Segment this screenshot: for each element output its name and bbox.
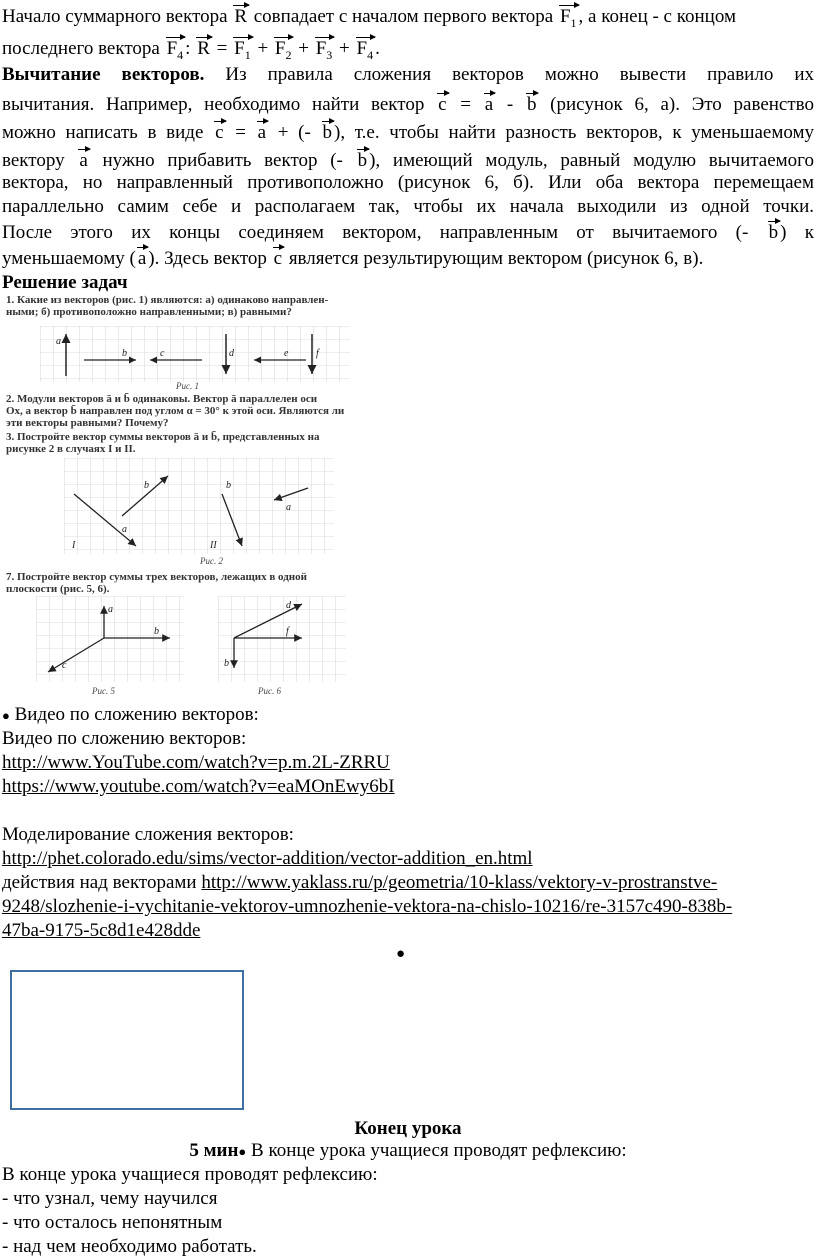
- problem-3-line-1: 3. Постройте вектор суммы векторов ā и b̄, представленных на: [6, 431, 320, 443]
- problem-2-line-2: Ox, а вектор b̄ направлен под углом α = 30° к этой оси. Являются ли: [6, 405, 345, 417]
- subtraction-heading: Вычитание векторов.: [2, 64, 205, 85]
- svg-text:b: b: [226, 480, 231, 491]
- vector-F1: $F_1$: [558, 4, 579, 36]
- subtraction-line-1: Вычитание векторов. Из правила сложения векторов можно вывести правило их: [2, 64, 814, 85]
- vector-F4: $F_4$: [355, 36, 376, 68]
- yaklass-link-part-2[interactable]: 9248/slozhenie-i-vychitanie-vektorov-umnozhenie-vektora-na-chislo-10216/re-3157c490-838b-: [2, 896, 733, 917]
- svg-text:e: e: [284, 348, 289, 359]
- bullet-icon: ●: [2, 708, 10, 723]
- svg-text:b: b: [144, 480, 149, 491]
- figure-6-vectors: [218, 596, 346, 682]
- figure-5-caption: Рис. 5: [92, 686, 115, 696]
- vector-R: R: [195, 36, 212, 62]
- problem-2-line-3: эти векторы равными? Почему?: [6, 417, 169, 429]
- problem-7-line-1: 7. Постройте вектор суммы трех векторов, лежащих в одной: [6, 571, 307, 583]
- svg-text:d: d: [229, 348, 234, 359]
- reflection-intro: В конце урока учащиеся проводят рефлексию:: [2, 1164, 378, 1185]
- phet-link-line: [2, 846, 814, 872]
- figure-6-caption: Рис. 6: [258, 686, 281, 696]
- svg-text:a: a: [122, 524, 127, 535]
- modeling-title: Моделирование сложения векторов:: [2, 824, 294, 845]
- svg-text:d: d: [286, 600, 291, 611]
- problem-1-line-2: ными; б) противоположно направленными; в) равными?: [6, 306, 292, 318]
- video-link-2[interactable]: https://www.youtube.com/watch?v=eaMOnEwy6bI: [2, 776, 395, 797]
- vector-F1: $F_1$: [232, 36, 253, 68]
- reflection-item: - что осталось непонятным: [2, 1212, 223, 1233]
- subtraction-line-5: вектора, но направленный противоположно (рисунок 6, б). Или оба вектора перемещаем: [2, 172, 814, 193]
- yaklass-link-part-1[interactable]: http://www.yaklass.ru/p/geometria/10-klass/vektory-v-prostranstve-: [201, 872, 718, 893]
- text: , а конец - с концом: [578, 6, 737, 27]
- svg-text:f: f: [316, 348, 319, 359]
- vector-F3: $F_3$: [314, 36, 335, 68]
- intro-line-2: последнего вектора $F_4$ : $R = F_1 + F_2 + F_3 + F_4$ .: [2, 36, 814, 68]
- figure-5-vectors: [36, 596, 184, 682]
- yaklass-line-3: [2, 918, 814, 944]
- videos-title: Видео по сложению векторов:: [2, 728, 247, 749]
- video-link-1-line: [2, 750, 814, 776]
- svg-text:a: a: [286, 502, 291, 513]
- subtraction-line-6: параллельно самим себе и располагаем так, чтобы их начала выходили из одной точки.: [2, 196, 814, 217]
- subtraction-line-3: можно написать в виде c = a + (- b ), т.е. чтобы найти разность векторов, к уменьшаемому: [2, 120, 814, 146]
- svg-text:II: II: [210, 540, 217, 551]
- svg-text:c: c: [160, 348, 165, 359]
- subtraction-line-7: После этого их концы соединяем вектором, направленным от вычитаемого (- b ) к: [2, 220, 814, 246]
- text: Начало суммарного вектора: [2, 6, 233, 27]
- video-link-2-line: [2, 774, 814, 800]
- text: совпадает с началом первого вектора: [249, 6, 558, 27]
- figure-1-vectors: [40, 326, 350, 382]
- empty-frame: [10, 970, 244, 1110]
- video-link-1[interactable]: http://www.YouTube.com/watch?v=p.m.2L-ZRRU: [2, 752, 390, 773]
- problem-1-line-1: 1. Какие из векторов (рис. 1) являются: а) одинаково направлен-: [6, 294, 329, 306]
- yaklass-link-part-3[interactable]: 47ba-9175-5c8d1e428dde: [2, 920, 201, 941]
- svg-text:c: c: [62, 660, 67, 671]
- subtraction-line-2: вычитания. Например, необходимо найти вектор c = a - b (рисунок 6, а). Это равенство: [2, 92, 814, 118]
- svg-text:b: b: [122, 348, 127, 359]
- lesson-end-title: Конец урока: [354, 1118, 462, 1139]
- svg-text:a: a: [108, 604, 113, 615]
- svg-text:f: f: [286, 626, 289, 637]
- svg-text:b: b: [224, 658, 229, 669]
- intro-line-1: [2, 4, 814, 36]
- subtraction-line-8: уменьшаемому ( a ). Здесь вектор c является результирующим вектором (рисунок 6, в).: [2, 246, 814, 272]
- yaklass-line-2: [2, 894, 814, 920]
- problem-7-line-2: плоскости (рис. 5, 6).: [6, 583, 110, 595]
- reflection-item: - над чем необходимо работать.: [2, 1236, 257, 1257]
- vector-F4: $F_4$: [165, 36, 186, 68]
- phet-link[interactable]: http://phet.colorado.edu/sims/vector-addition/vector-addition_en.html: [2, 848, 533, 869]
- videos-bullet-title: ● Видео по сложению векторов:: [2, 704, 259, 725]
- reflection-item: - что узнал, чему научился: [2, 1188, 218, 1209]
- svg-text:a: a: [56, 336, 61, 347]
- figure-2-vectors: [64, 458, 334, 554]
- figure-2-caption: Рис. 2: [200, 556, 223, 566]
- bullet-icon: ●: [396, 946, 406, 962]
- tasks-heading: Решение задач: [2, 272, 128, 293]
- text: последнего вектора: [2, 38, 165, 59]
- svg-text:I: I: [72, 540, 76, 551]
- figure-1-caption: Рис. 1: [176, 381, 199, 391]
- vector-F2: $F_2$: [273, 36, 294, 68]
- problem-3-line-2: рисунке 2 в случаях I и II.: [6, 443, 136, 455]
- subtraction-line-4: вектору a нужно прибавить вектор (- b ), имеющий модуль, равный модулю вычитаемого: [2, 148, 814, 174]
- svg-text:b: b: [154, 626, 159, 637]
- yaklass-line-1: действия над векторами http://www.yaklass.ru/p/geometria/10-klass/vektory-v-prostranstve-: [2, 872, 718, 893]
- lesson-end-time-line: 5 мин● В конце урока учащиеся проводят рефлексию:: [189, 1140, 627, 1161]
- problem-2-line-1: 2. Модули векторов ā и b̄ одинаковы. Вектор ā параллелен оси: [6, 393, 318, 405]
- vector-R: R: [232, 4, 249, 30]
